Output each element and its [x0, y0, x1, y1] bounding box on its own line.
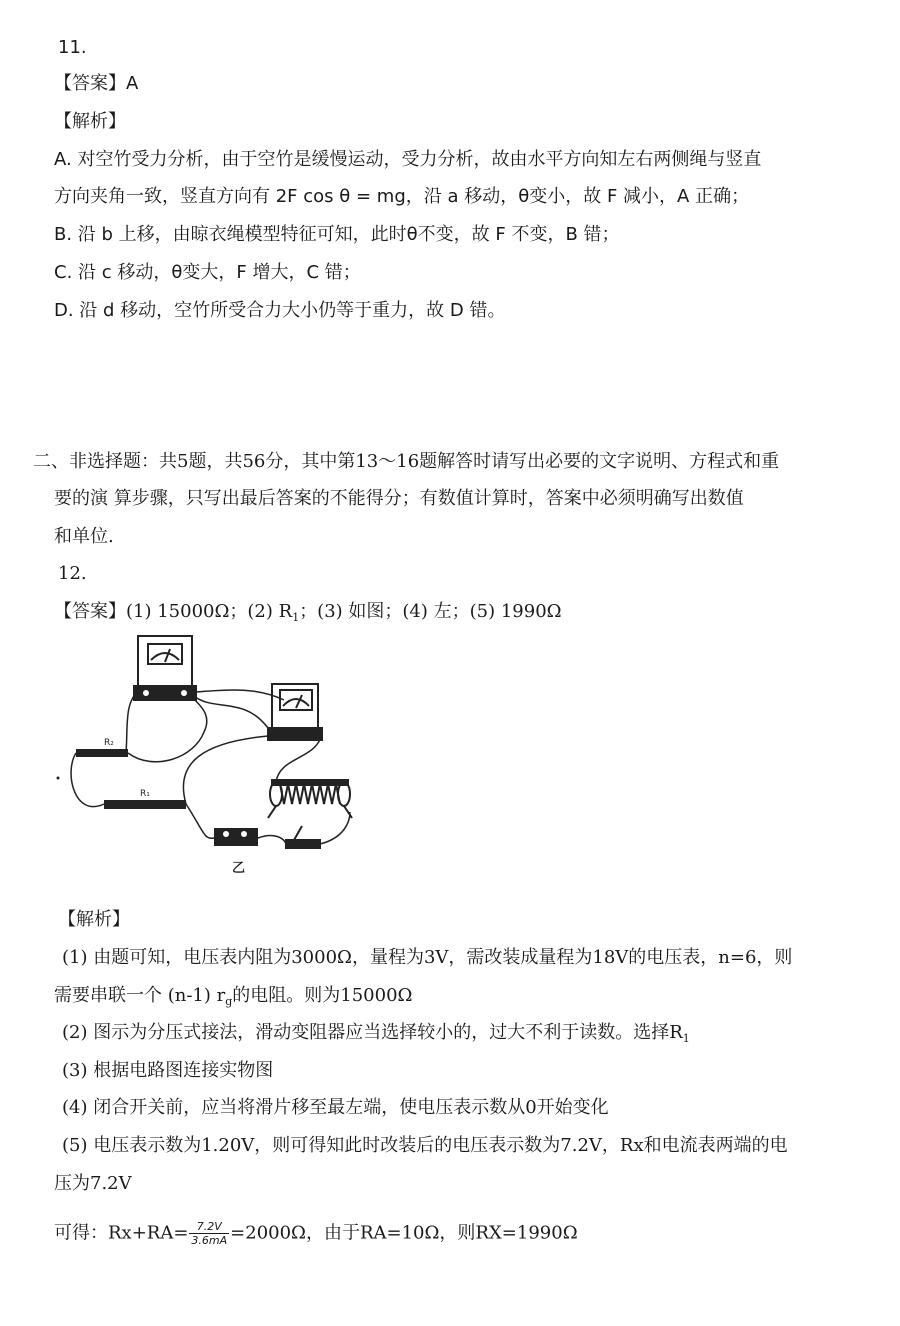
q12-s1-line2-post: 的电阻。则为15000Ω — [232, 985, 413, 1006]
switch — [286, 826, 320, 848]
resistor-r2 — [76, 738, 128, 757]
section2-line3: 和单位. — [54, 526, 114, 547]
q11-answer: 【答案】A — [54, 73, 139, 94]
ammeter — [268, 684, 322, 740]
q12-final-post: =2000Ω，由于RA=10Ω，则RX=1990Ω — [230, 1222, 578, 1244]
label-r1: R₁ — [140, 789, 150, 799]
q12-final — [54, 1220, 578, 1247]
q12-s1-line2-pre: 需要串联一个 (n-1) r — [54, 985, 226, 1006]
q11-line-c: C. 沿 c 移动，θ变大，F 增大，C 错； — [54, 262, 361, 283]
q12-final-num: 7.2V — [189, 1220, 229, 1234]
q11-analysis-heading: 【解析】 — [54, 111, 126, 132]
q12-s1-line1: (1) 由题可知，电压表内阻为3000Ω，量程为3V，需改装成量程为18V的电压表，n=6，则 — [62, 947, 793, 968]
q11-line-b: B. 沿 b 上移，由晾衣绳模型特征可知，此时θ不变，故 F 不变，B 错； — [54, 224, 620, 245]
label-yi: 乙 — [232, 861, 246, 876]
q12-final-fraction — [189, 1220, 229, 1247]
q11-line-a1: A. 对空竹受力分析，由于空竹是缓慢运动，受力分析，故由水平方向知左右两侧绳与竖直 — [54, 149, 762, 170]
battery — [214, 828, 258, 876]
q12-answer — [54, 600, 562, 630]
q11-line-a2: 方向夹角一致，竖直方向有 2F cos θ = mg，沿 a 移动，θ变小，故 F 减小，A 正确； — [54, 186, 750, 207]
resistor-r1 — [104, 789, 186, 809]
section2-line1: 二、非选择题：共5题，共56分，其中第13～16题解答时请写出必要的文字说明、方程式和重 — [33, 451, 780, 472]
q12-s2 — [62, 1021, 690, 1051]
label-r2: R₂ — [104, 738, 114, 748]
q12-number: 12. — [58, 563, 87, 584]
q12-analysis-heading: 【解析】 — [58, 909, 130, 930]
q12-answer-post: ；(3) 如图；(4) 左；(5) 1990Ω — [299, 601, 562, 622]
q12-s4: (4) 闭合开关前，应当将滑片移至最左端，使电压表示数从0开始变化 — [62, 1097, 609, 1118]
q12-s1-line2 — [54, 984, 412, 1014]
q12-s5-line2: 压为7.2V — [54, 1173, 132, 1194]
q12-answer-pre: 【答案】(1) 15000Ω；(2) R — [54, 601, 293, 622]
q12-s2-sub: 1 — [682, 1032, 690, 1045]
q11-number: 11. — [58, 37, 87, 58]
rheostat — [268, 780, 352, 818]
q11-line-d: D. 沿 d 移动，空竹所受合力大小仍等于重力，故 D 错。 — [54, 300, 506, 321]
q12-s5-line1: (5) 电压表示数为1.20V，则可得知此时改装后的电压表示数为7.2V，Rx和电流表两端的电 — [62, 1135, 788, 1156]
q12-s2-pre: (2) 图示为分压式接法，滑动变阻器应当选择较小的，过大不利于读数。选择R — [62, 1022, 683, 1043]
q12-answer-sub: 1 — [292, 611, 300, 624]
q12-s3: (3) 根据电路图连接实物图 — [62, 1060, 274, 1081]
voltmeter — [134, 636, 196, 700]
section2-line2: 要的演 算步骤，只写出最后答案的不能得分；有数值计算时，答案中必须明确写出数值 — [54, 488, 744, 509]
circuit-figure — [54, 632, 364, 880]
q12-final-pre: 可得：Rx+RA= — [54, 1222, 189, 1244]
q12-s1-line2-sub: g — [225, 995, 233, 1008]
q12-final-den: 3.6mA — [191, 1234, 228, 1247]
